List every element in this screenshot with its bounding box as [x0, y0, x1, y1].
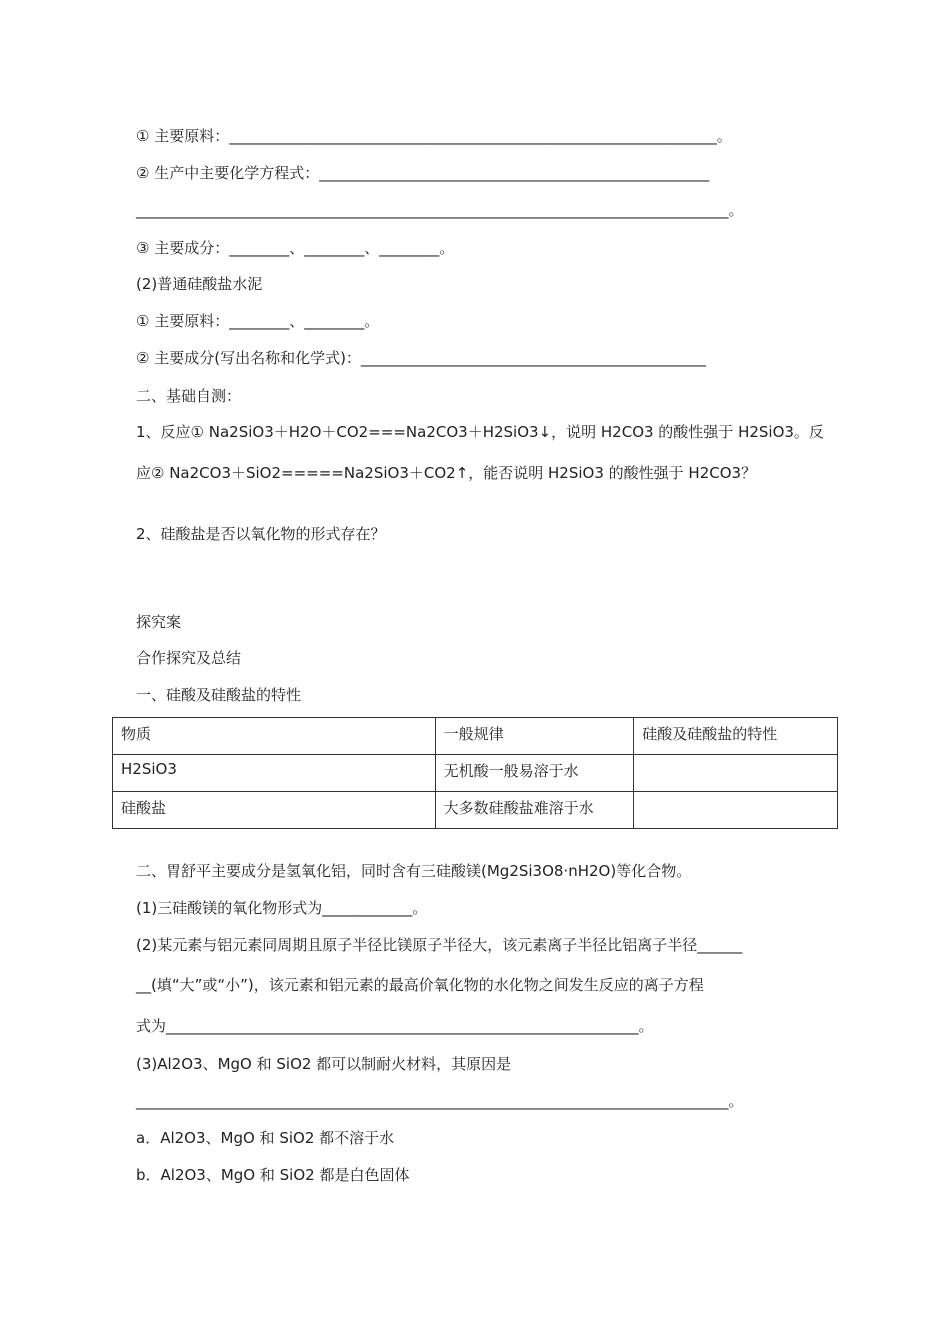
inquiry-title: 探究案	[136, 613, 182, 631]
table-header-cell: 硅酸及硅酸盐的特性	[634, 718, 838, 755]
option-b: b．Al2O3、MgO 和 SiO2 都是白色固体	[136, 1166, 410, 1184]
table-cell	[634, 755, 838, 792]
question-1-line-a: 1、反应① Na2SiO3＋H2O＋CO2===Na2CO3＋H2SiO3↓，说明 H2CO3 的酸性强于 H2SiO3。反	[136, 423, 824, 441]
part2-question-2-line-b: __(填“大”或“小”)，该元素和铝元素的最高价氧化物的水化物之间发生反应的离子方程	[136, 976, 704, 994]
properties-table	[112, 717, 838, 829]
chemical-equation-blank: _______________________________________________________________________________。	[136, 201, 744, 219]
table-header-cell: 一般规律	[435, 718, 634, 755]
table-cell: H2SiO3	[113, 755, 436, 792]
option-a: a．Al2O3、MgO 和 SiO2 都不溶于水	[136, 1129, 395, 1147]
question-2: 2、硅酸盐是否以氧化物的形式存在？	[136, 525, 386, 543]
part2-question-2-line-c: 式为_______________________________________________________________。	[136, 1017, 654, 1035]
table-cell: 大多数硅酸盐难溶于水	[435, 792, 634, 829]
cement-heading: (2)普通硅酸盐水泥	[136, 275, 263, 293]
cement-raw-materials-line: ① 主要原料：________、________。	[136, 312, 380, 330]
part2-question-1: (1)三硅酸镁的氧化物形式为____________。	[136, 899, 428, 917]
part2-intro: 二、胃舒平主要成分是氢氧化铝，同时含有三硅酸镁(Mg2Si3O8·nH2O)等化合物。	[136, 862, 692, 880]
part2-question-3: (3)Al2O3、MgO 和 SiO2 都可以制耐火材料，其原因是	[136, 1055, 512, 1073]
main-components-line: ③ 主要成分：________、________、________。	[136, 239, 455, 257]
table-header-cell: 物质	[113, 718, 436, 755]
table-header-row	[113, 718, 838, 755]
cement-components-line: ② 主要成分(写出名称和化学式)：______________________________________________	[136, 349, 706, 367]
table-cell: 硅酸盐	[113, 792, 436, 829]
table-cell	[634, 792, 838, 829]
question-1-line-b: 应② Na2CO3＋SiO2=====Na2SiO3＋CO2↑，能否说明 H2SiO3 的酸性强于 H2CO3？	[136, 464, 757, 482]
part2-question-3-blank: _______________________________________________________________________________。	[136, 1092, 744, 1110]
inquiry-part1-title: 一、硅酸及硅酸盐的特性	[136, 686, 302, 704]
chemical-equation-line: ② 生产中主要化学方程式：____________________________________________________	[136, 164, 710, 182]
table-cell: 无机酸一般易溶于水	[435, 755, 634, 792]
self-test-heading: 二、基础自测：	[136, 387, 242, 405]
part2-question-2-line-a: (2)某元素与铝元素同周期且原子半径比镁原子半径大，该元素离子半径比铝离子半径______	[136, 936, 743, 954]
table-row	[113, 755, 838, 792]
raw-materials-line: ① 主要原料：_________________________________________________________________。	[136, 127, 732, 145]
inquiry-subtitle: 合作探究及总结	[136, 649, 242, 667]
table-row	[113, 792, 838, 829]
